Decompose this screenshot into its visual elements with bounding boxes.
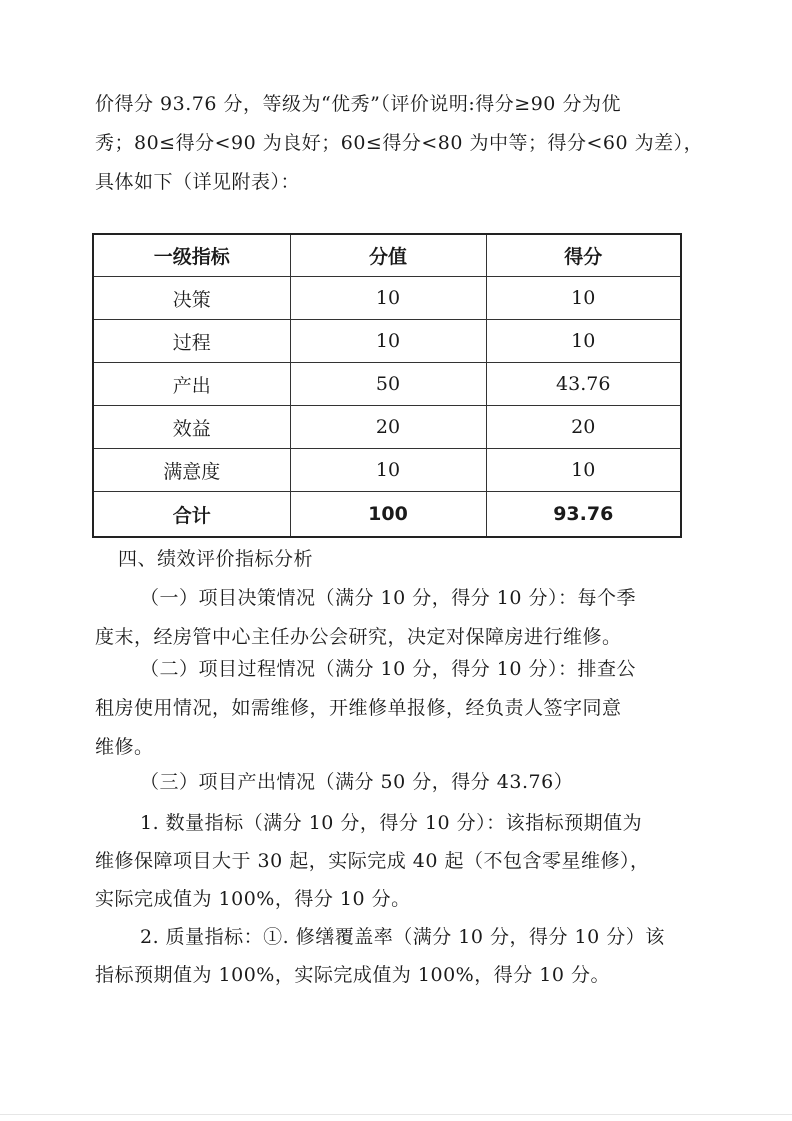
header-full-score: 分值 [290,234,486,277]
cell-indicator: 满意度 [93,449,290,492]
cell-score: 43.76 [486,363,681,406]
para-output-heading: （三）项目产出情况（满分 50 分，得分 43.76） [140,771,574,793]
para-decision-line-1: （一）项目决策情况（满分 10 分，得分 10 分）：每个季 [140,587,637,609]
intro-line-3: 具体如下（详见附表）： [95,171,301,193]
table-row [93,449,681,492]
score-table [92,233,682,538]
cell-full-score: 10 [290,277,486,320]
cell-indicator: 过程 [93,320,290,363]
table-header-row [93,234,681,277]
cell-score: 20 [486,406,681,449]
cell-score: 10 [486,277,681,320]
para-decision-line-2: 度末，经房管中心主任办公会研究，决定对保障房进行维修。 [95,626,622,648]
cell-full-score: 10 [290,449,486,492]
para-quality-line-2: 指标预期值为 100%，实际完成值为 100%，得分 10 分。 [95,964,610,986]
cell-full-score: 10 [290,320,486,363]
total-label: 合计 [93,492,290,538]
para-quality-line-1: 2. 质量指标：①. 修缮覆盖率（满分 10 分，得分 10 分）该 [140,926,665,948]
table-row [93,320,681,363]
page-bottom-edge [0,1114,792,1115]
total-full-score: 100 [290,492,486,538]
table-total-row [93,492,681,538]
header-score: 得分 [486,234,681,277]
cell-score: 10 [486,449,681,492]
table-row [93,363,681,406]
section-4-title: 四、绩效评价指标分析 [118,548,314,570]
cell-indicator: 效益 [93,406,290,449]
table-row [93,277,681,320]
cell-indicator: 决策 [93,277,290,320]
total-score: 93.76 [486,492,681,538]
para-process-line-2: 租房使用情况，如需维修，开维修单报修，经负责人签字同意 [95,697,622,719]
cell-indicator: 产出 [93,363,290,406]
header-indicator: 一级指标 [93,234,290,277]
para-quantity-line-3: 实际完成值为 100%，得分 10 分。 [95,888,411,910]
para-process-line-1: （二）项目过程情况（满分 10 分，得分 10 分）：排查公 [140,658,637,680]
cell-full-score: 50 [290,363,486,406]
intro-line-2: 秀；80≤得分<90 为良好；60≤得分<80 为中等；得分<60 为差）， [95,132,704,154]
cell-score: 10 [486,320,681,363]
cell-full-score: 20 [290,406,486,449]
para-process-line-3: 维修。 [95,736,154,758]
para-quantity-line-1: 1. 数量指标（满分 10 分，得分 10 分）：该指标预期值为 [140,812,643,834]
para-quantity-line-2: 维修保障项目大于 30 起，实际完成 40 起（不包含零星维修）， [95,850,650,872]
intro-line-1: 价得分 93.76 分，等级为“优秀”（评价说明:得分≥90 分为优 [95,93,621,115]
table-row [93,406,681,449]
